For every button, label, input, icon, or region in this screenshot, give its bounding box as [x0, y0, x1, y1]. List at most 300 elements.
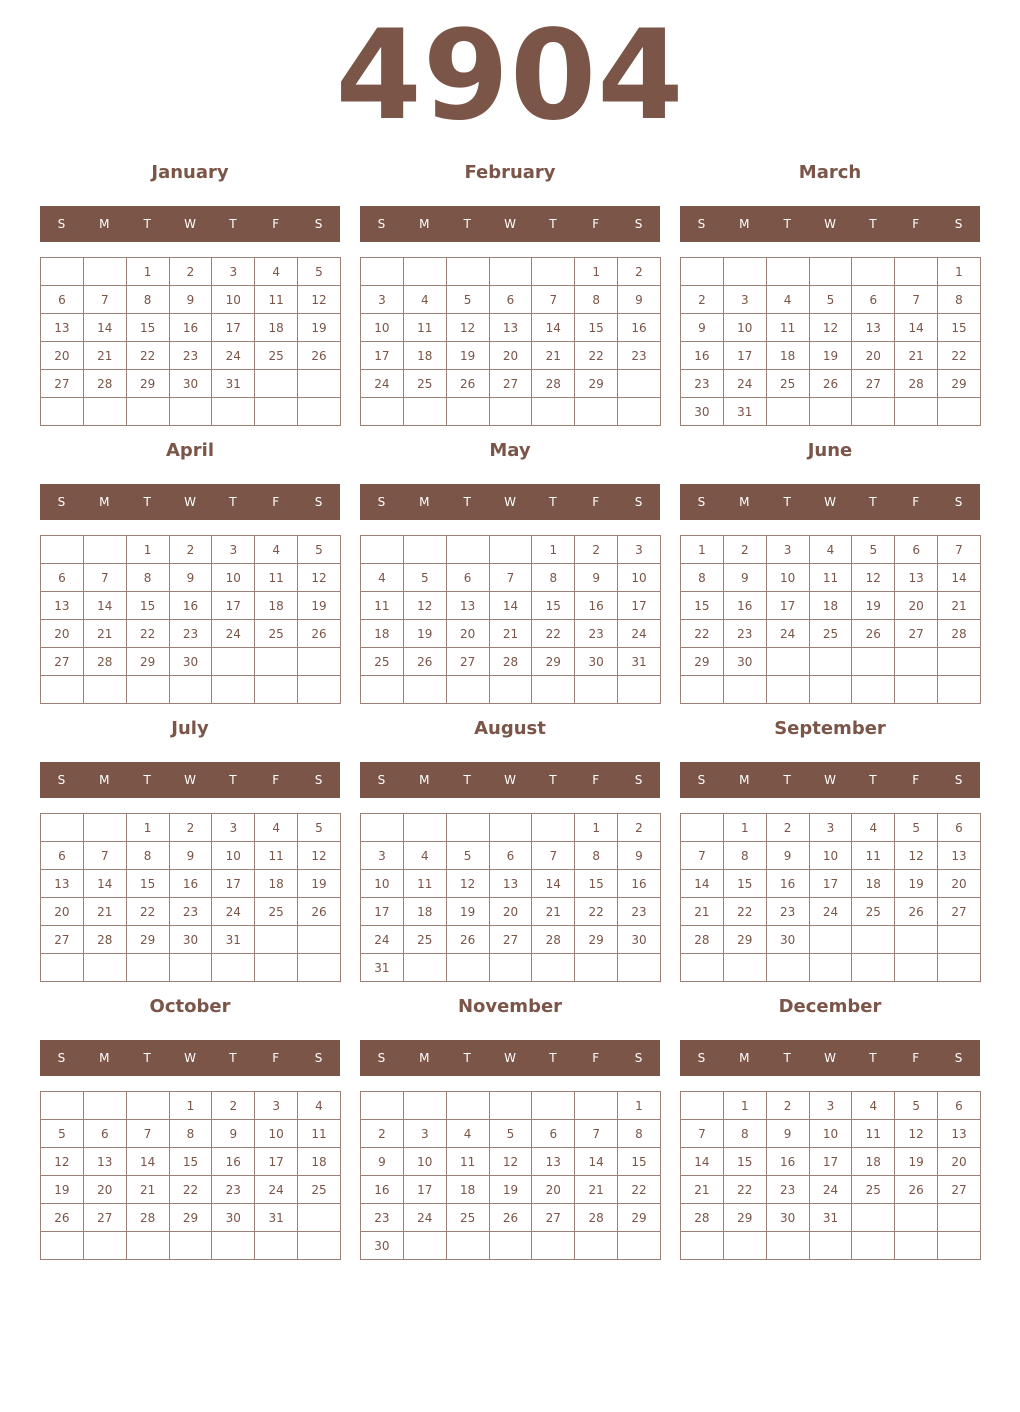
- day-cell: 28: [681, 926, 724, 954]
- day-cell: 29: [723, 1204, 766, 1232]
- day-cell: 2: [723, 536, 766, 564]
- day-cell: 22: [681, 620, 724, 648]
- day-cell: 21: [681, 1176, 724, 1204]
- empty-day-cell: [852, 1232, 895, 1260]
- weekday-label: M: [419, 1051, 430, 1065]
- day-cell: 16: [361, 1176, 404, 1204]
- day-cell: 17: [255, 1148, 298, 1176]
- week-row: [681, 1232, 981, 1260]
- day-cell: 25: [298, 1176, 341, 1204]
- weekday-header: [360, 762, 660, 798]
- weekday-label: S: [954, 495, 963, 509]
- day-cell: 22: [169, 1176, 212, 1204]
- day-cell: 7: [126, 1120, 169, 1148]
- week-row: [361, 258, 661, 286]
- day-cell: 17: [361, 342, 404, 370]
- day-cell: 20: [852, 342, 895, 370]
- day-cell: 25: [446, 1204, 489, 1232]
- week-row: [41, 370, 341, 398]
- empty-day-cell: [809, 676, 852, 704]
- empty-day-cell: [255, 398, 298, 426]
- empty-day-cell: [618, 954, 661, 982]
- day-cell: 10: [809, 1120, 852, 1148]
- day-cell: 7: [489, 564, 532, 592]
- weekday-header: [680, 484, 980, 520]
- empty-day-cell: [446, 1092, 489, 1120]
- month-name: December: [778, 996, 882, 1017]
- day-cell: 1: [723, 814, 766, 842]
- day-cell: 24: [723, 370, 766, 398]
- empty-day-cell: [41, 676, 84, 704]
- day-cell: 1: [723, 1092, 766, 1120]
- day-cell: 4: [403, 286, 446, 314]
- empty-day-cell: [852, 954, 895, 982]
- day-cell: 2: [681, 286, 724, 314]
- day-cell: 26: [298, 898, 341, 926]
- day-cell: 23: [618, 898, 661, 926]
- day-cell: 10: [618, 564, 661, 592]
- empty-day-cell: [575, 1092, 618, 1120]
- empty-day-cell: [126, 1092, 169, 1120]
- day-cell: 16: [575, 592, 618, 620]
- empty-day-cell: [403, 258, 446, 286]
- week-row: [41, 398, 341, 426]
- day-cell: 30: [169, 926, 212, 954]
- day-cell: 22: [938, 342, 981, 370]
- empty-day-cell: [446, 814, 489, 842]
- day-cell: 22: [618, 1176, 661, 1204]
- week-row: [361, 564, 661, 592]
- empty-day-cell: [895, 676, 938, 704]
- day-cell: 20: [83, 1176, 126, 1204]
- weekday-label: W: [824, 495, 836, 509]
- day-cell: 27: [895, 620, 938, 648]
- day-cell: 15: [126, 314, 169, 342]
- day-cell: 18: [255, 592, 298, 620]
- day-cell: 1: [126, 814, 169, 842]
- day-cell: 6: [83, 1120, 126, 1148]
- day-grid: [680, 535, 981, 704]
- day-cell: 12: [895, 1120, 938, 1148]
- day-cell: 21: [83, 898, 126, 926]
- day-cell: 12: [403, 592, 446, 620]
- day-cell: 19: [41, 1176, 84, 1204]
- weekday-label: S: [57, 217, 66, 231]
- day-cell: 10: [255, 1120, 298, 1148]
- day-cell: 1: [532, 536, 575, 564]
- weekday-label: S: [697, 495, 706, 509]
- empty-day-cell: [723, 258, 766, 286]
- empty-day-cell: [489, 258, 532, 286]
- day-cell: 19: [809, 342, 852, 370]
- day-cell: 12: [298, 564, 341, 592]
- day-cell: 11: [852, 842, 895, 870]
- weekday-label: W: [824, 1051, 836, 1065]
- day-cell: 24: [212, 898, 255, 926]
- day-cell: 27: [938, 898, 981, 926]
- weekday-label: T: [143, 773, 151, 787]
- day-cell: 13: [938, 1120, 981, 1148]
- weekday-label: F: [912, 495, 920, 509]
- day-cell: 30: [361, 1232, 404, 1260]
- day-cell: 17: [766, 592, 809, 620]
- empty-day-cell: [83, 954, 126, 982]
- day-cell: 23: [766, 1176, 809, 1204]
- day-cell: 24: [255, 1176, 298, 1204]
- day-cell: 13: [83, 1148, 126, 1176]
- weekday-header: [360, 1040, 660, 1076]
- day-cell: 26: [895, 898, 938, 926]
- empty-day-cell: [938, 954, 981, 982]
- day-cell: 5: [446, 842, 489, 870]
- day-cell: 4: [255, 258, 298, 286]
- week-row: [681, 536, 981, 564]
- day-cell: 22: [126, 898, 169, 926]
- empty-day-cell: [298, 954, 341, 982]
- day-cell: 5: [809, 286, 852, 314]
- day-cell: 15: [938, 314, 981, 342]
- day-cell: 17: [618, 592, 661, 620]
- week-row: [681, 954, 981, 982]
- day-cell: 22: [126, 620, 169, 648]
- empty-day-cell: [255, 954, 298, 982]
- day-cell: 19: [852, 592, 895, 620]
- empty-day-cell: [126, 398, 169, 426]
- day-cell: 18: [852, 1148, 895, 1176]
- day-cell: 30: [169, 648, 212, 676]
- week-row: [361, 314, 661, 342]
- day-cell: 7: [895, 286, 938, 314]
- empty-day-cell: [895, 398, 938, 426]
- day-cell: 2: [618, 814, 661, 842]
- day-cell: 20: [41, 620, 84, 648]
- empty-day-cell: [403, 536, 446, 564]
- empty-day-cell: [298, 1204, 341, 1232]
- weekday-label: S: [954, 1051, 963, 1065]
- week-row: [361, 342, 661, 370]
- weekday-label: W: [184, 495, 196, 509]
- empty-day-cell: [83, 676, 126, 704]
- month-name: April: [165, 440, 215, 461]
- week-row: [681, 314, 981, 342]
- day-cell: 17: [212, 592, 255, 620]
- week-row: [681, 814, 981, 842]
- day-cell: 23: [575, 620, 618, 648]
- empty-day-cell: [41, 258, 84, 286]
- day-cell: 6: [532, 1120, 575, 1148]
- day-cell: 16: [681, 342, 724, 370]
- weekday-label: M: [99, 495, 110, 509]
- day-cell: 1: [575, 258, 618, 286]
- day-cell: 12: [298, 286, 341, 314]
- day-cell: 21: [575, 1176, 618, 1204]
- empty-day-cell: [255, 676, 298, 704]
- day-cell: 12: [446, 314, 489, 342]
- week-row: [41, 926, 341, 954]
- weekday-label: S: [377, 495, 386, 509]
- day-grid: [360, 257, 661, 426]
- day-cell: 28: [126, 1204, 169, 1232]
- empty-day-cell: [895, 258, 938, 286]
- day-cell: 26: [403, 648, 446, 676]
- day-cell: 4: [446, 1120, 489, 1148]
- day-cell: 2: [575, 536, 618, 564]
- day-cell: 6: [489, 286, 532, 314]
- day-cell: 18: [361, 620, 404, 648]
- day-cell: 21: [126, 1176, 169, 1204]
- day-cell: 28: [532, 370, 575, 398]
- day-cell: 30: [766, 1204, 809, 1232]
- day-cell: 25: [403, 370, 446, 398]
- empty-day-cell: [403, 676, 446, 704]
- empty-day-cell: [403, 398, 446, 426]
- day-cell: 6: [41, 286, 84, 314]
- day-cell: 19: [298, 592, 341, 620]
- day-cell: 31: [723, 398, 766, 426]
- day-cell: 7: [83, 564, 126, 592]
- empty-day-cell: [361, 398, 404, 426]
- day-cell: 24: [403, 1204, 446, 1232]
- day-cell: 23: [169, 620, 212, 648]
- weekday-label: M: [419, 773, 430, 787]
- day-cell: 20: [41, 898, 84, 926]
- day-cell: 12: [809, 314, 852, 342]
- day-cell: 11: [446, 1148, 489, 1176]
- day-cell: 28: [83, 370, 126, 398]
- day-cell: 22: [723, 1176, 766, 1204]
- day-cell: 31: [255, 1204, 298, 1232]
- empty-day-cell: [255, 1232, 298, 1260]
- day-cell: 18: [255, 314, 298, 342]
- day-cell: 3: [255, 1092, 298, 1120]
- day-cell: 1: [938, 258, 981, 286]
- day-cell: 13: [41, 870, 84, 898]
- day-cell: 5: [489, 1120, 532, 1148]
- day-cell: 6: [852, 286, 895, 314]
- weekday-label: S: [634, 1051, 643, 1065]
- day-grid: [360, 535, 661, 704]
- day-grid: [360, 1091, 661, 1260]
- day-cell: 25: [361, 648, 404, 676]
- day-cell: 18: [809, 592, 852, 620]
- day-cell: 14: [681, 1148, 724, 1176]
- weekday-label: F: [272, 1051, 280, 1065]
- weekday-label: S: [377, 217, 386, 231]
- weekday-label: M: [99, 1051, 110, 1065]
- empty-day-cell: [809, 954, 852, 982]
- month-name: November: [457, 996, 563, 1017]
- day-cell: 15: [723, 1148, 766, 1176]
- day-cell: 24: [618, 620, 661, 648]
- day-cell: 20: [41, 342, 84, 370]
- day-cell: 20: [489, 342, 532, 370]
- empty-day-cell: [169, 1232, 212, 1260]
- day-cell: 9: [681, 314, 724, 342]
- day-cell: 28: [681, 1204, 724, 1232]
- empty-day-cell: [681, 954, 724, 982]
- day-cell: 8: [575, 842, 618, 870]
- day-cell: 24: [212, 342, 255, 370]
- day-cell: 30: [212, 1204, 255, 1232]
- day-cell: 27: [938, 1176, 981, 1204]
- day-cell: 5: [852, 536, 895, 564]
- day-cell: 11: [298, 1120, 341, 1148]
- weekday-label: T: [869, 217, 877, 231]
- day-cell: 20: [938, 1148, 981, 1176]
- day-cell: 8: [126, 842, 169, 870]
- week-row: [41, 592, 341, 620]
- empty-day-cell: [361, 536, 404, 564]
- day-cell: 21: [532, 342, 575, 370]
- day-cell: 4: [255, 814, 298, 842]
- day-cell: 19: [895, 1148, 938, 1176]
- empty-day-cell: [298, 1232, 341, 1260]
- empty-day-cell: [575, 398, 618, 426]
- week-row: [41, 314, 341, 342]
- day-grid: [680, 257, 981, 426]
- day-cell: 6: [41, 842, 84, 870]
- day-cell: 3: [809, 1092, 852, 1120]
- day-cell: 13: [41, 592, 84, 620]
- week-row: [361, 1232, 661, 1260]
- day-cell: 9: [618, 286, 661, 314]
- weekday-header: [40, 206, 340, 242]
- day-cell: 10: [212, 564, 255, 592]
- day-cell: 7: [532, 286, 575, 314]
- empty-day-cell: [766, 648, 809, 676]
- weekday-label: T: [549, 773, 557, 787]
- day-cell: 24: [212, 620, 255, 648]
- empty-day-cell: [532, 954, 575, 982]
- day-cell: 13: [895, 564, 938, 592]
- day-cell: 19: [446, 342, 489, 370]
- day-cell: 14: [83, 870, 126, 898]
- weekday-label: W: [184, 1051, 196, 1065]
- weekday-label: T: [229, 217, 237, 231]
- week-row: [361, 1092, 661, 1120]
- weekday-label: S: [57, 773, 66, 787]
- empty-day-cell: [938, 648, 981, 676]
- day-grid: [680, 813, 981, 982]
- day-cell: 9: [212, 1120, 255, 1148]
- weekday-label: W: [504, 773, 516, 787]
- day-cell: 17: [212, 870, 255, 898]
- day-cell: 1: [681, 536, 724, 564]
- empty-day-cell: [41, 954, 84, 982]
- day-cell: 19: [895, 870, 938, 898]
- day-cell: 2: [169, 814, 212, 842]
- empty-day-cell: [446, 258, 489, 286]
- day-grid: [40, 1091, 341, 1260]
- empty-day-cell: [681, 1232, 724, 1260]
- weekday-label: T: [783, 217, 791, 231]
- day-cell: 8: [126, 564, 169, 592]
- day-cell: 17: [361, 898, 404, 926]
- day-cell: 5: [298, 814, 341, 842]
- day-cell: 14: [83, 592, 126, 620]
- day-cell: 30: [723, 648, 766, 676]
- weekday-label: T: [783, 1051, 791, 1065]
- day-cell: 18: [852, 870, 895, 898]
- day-cell: 5: [895, 1092, 938, 1120]
- day-cell: 4: [255, 536, 298, 564]
- empty-day-cell: [809, 1232, 852, 1260]
- empty-day-cell: [83, 536, 126, 564]
- day-cell: 5: [41, 1120, 84, 1148]
- weekday-label: W: [824, 773, 836, 787]
- month-name: January: [151, 162, 229, 183]
- empty-day-cell: [532, 1092, 575, 1120]
- day-cell: 21: [681, 898, 724, 926]
- day-cell: 11: [255, 564, 298, 592]
- day-cell: 17: [723, 342, 766, 370]
- empty-day-cell: [403, 1092, 446, 1120]
- day-cell: 24: [361, 926, 404, 954]
- week-row: [41, 620, 341, 648]
- empty-day-cell: [489, 1092, 532, 1120]
- day-cell: 18: [766, 342, 809, 370]
- empty-day-cell: [938, 398, 981, 426]
- day-cell: 19: [446, 898, 489, 926]
- weekday-header: [40, 484, 340, 520]
- day-cell: 4: [361, 564, 404, 592]
- day-cell: 7: [83, 286, 126, 314]
- empty-day-cell: [895, 1232, 938, 1260]
- week-row: [361, 648, 661, 676]
- week-row: [41, 1204, 341, 1232]
- empty-day-cell: [575, 676, 618, 704]
- day-cell: 20: [895, 592, 938, 620]
- day-cell: 11: [361, 592, 404, 620]
- day-grid: [40, 535, 341, 704]
- day-cell: 25: [255, 620, 298, 648]
- day-cell: 15: [126, 592, 169, 620]
- empty-day-cell: [723, 1232, 766, 1260]
- day-cell: 3: [766, 536, 809, 564]
- day-cell: 22: [126, 342, 169, 370]
- day-cell: 3: [361, 286, 404, 314]
- day-cell: 17: [212, 314, 255, 342]
- day-cell: 26: [489, 1204, 532, 1232]
- day-cell: 30: [618, 926, 661, 954]
- empty-day-cell: [446, 676, 489, 704]
- day-cell: 14: [83, 314, 126, 342]
- month-name: October: [149, 996, 231, 1017]
- weekday-label: M: [739, 773, 750, 787]
- empty-day-cell: [446, 398, 489, 426]
- weekday-label: S: [314, 217, 323, 231]
- week-row: [361, 676, 661, 704]
- week-row: [361, 1176, 661, 1204]
- month-name: June: [807, 440, 853, 461]
- day-cell: 27: [532, 1204, 575, 1232]
- day-cell: 16: [212, 1148, 255, 1176]
- day-cell: 28: [83, 926, 126, 954]
- day-cell: 8: [169, 1120, 212, 1148]
- week-row: [681, 898, 981, 926]
- day-grid: [40, 813, 341, 982]
- day-cell: 4: [809, 536, 852, 564]
- week-row: [681, 370, 981, 398]
- day-cell: 16: [766, 1148, 809, 1176]
- day-cell: 29: [723, 926, 766, 954]
- week-row: [681, 258, 981, 286]
- day-cell: 15: [169, 1148, 212, 1176]
- empty-day-cell: [618, 398, 661, 426]
- week-row: [41, 1120, 341, 1148]
- empty-day-cell: [41, 398, 84, 426]
- day-cell: 7: [681, 1120, 724, 1148]
